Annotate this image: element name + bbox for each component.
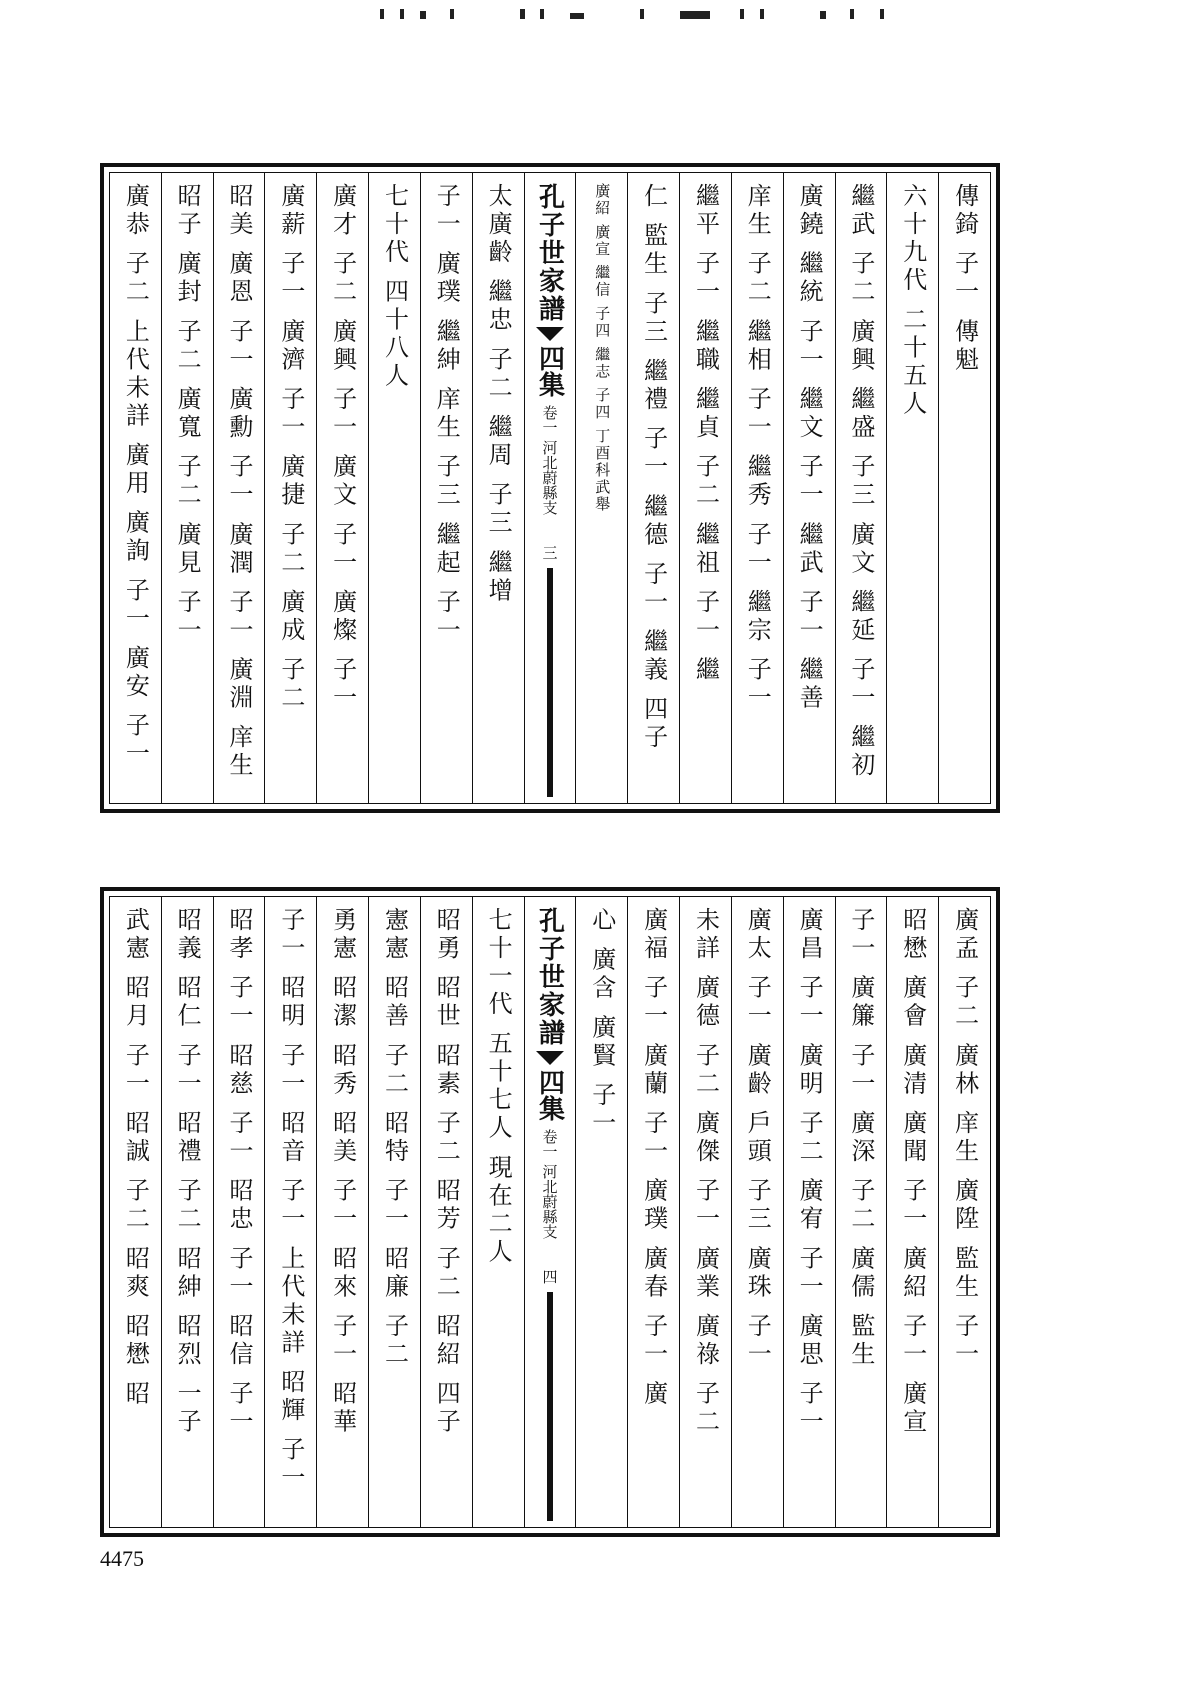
center-title-column <box>524 173 576 803</box>
center-bar <box>547 568 553 797</box>
text-column: 仁 監生 子三 繼禮 子一 繼德 子一 繼義 四子 <box>627 173 679 803</box>
folio-number: 四 <box>540 1268 559 1284</box>
genealogy-page-top <box>100 163 1000 813</box>
text-column: 廣薪 子一 廣濟 子一 廣捷 子二 廣成 子二 <box>264 173 316 803</box>
text-column: 七十代 四十八人 <box>368 173 420 803</box>
scan-artifact-header <box>380 6 900 20</box>
text-column: 繼武 子二 廣興 繼盛 子三 廣文 繼延 子一 繼初 <box>835 173 887 803</box>
folio-number: 三 <box>540 544 559 560</box>
text-column: 繼平 子一 繼職 繼貞 子二 繼祖 子一 繼 <box>679 173 731 803</box>
fishtail-icon <box>536 1051 564 1065</box>
text-column: 昭子 廣封 子二 廣寬 子二 廣見 子一 <box>161 173 213 803</box>
volume-label: 四集 <box>534 345 565 397</box>
text-column: 廣才 子二 廣興 子一 廣文 子一 廣燦 子一 <box>316 173 368 803</box>
chapter-label: 卷一 河北蔚縣支 <box>540 405 559 515</box>
book-title: 孔子世家譜 <box>534 907 565 1047</box>
center-title-column <box>524 897 576 1527</box>
text-column: 子一 廣簾 子一 廣深 子二 廣儒 監生 <box>835 897 887 1527</box>
text-column: 憲憲 昭善 子二 昭特 子一 昭廉 子二 <box>368 897 420 1527</box>
genealogy-page-bottom <box>100 887 1000 1537</box>
text-column: 廣福 子一 廣蘭 子一 廣璞 廣春 子一 廣 <box>627 897 679 1527</box>
text-column: 昭義 昭仁 子一 昭禮 子二 昭紳 昭烈 一子 <box>161 897 213 1527</box>
text-column: 子一 廣璞 繼紳 庠生 子三 繼起 子一 <box>420 173 472 803</box>
text-column: 昭美 廣恩 子一 廣勳 子一 廣潤 子一 廣淵 庠生 <box>213 173 265 803</box>
text-column: 廣恭 子二 上代未詳 廣用 廣詢 子一 廣安 子一 <box>121 183 150 769</box>
text-column: 子一 昭明 子一 昭音 子一 上代未詳 昭輝 子一 <box>264 897 316 1527</box>
text-column: 昭勇 昭世 昭素 子二 昭芳 子二 昭紹 四子 <box>420 897 472 1527</box>
text-column: 廣昌 子一 廣明 子二 廣宥 子一 廣思 子一 <box>783 897 835 1527</box>
book-title: 孔子世家譜 <box>534 183 565 323</box>
text-column: 廣紹 廣宣 繼信 子四 繼志 子四 丁酉科武舉 <box>575 173 627 803</box>
text-column: 勇憲 昭潔 昭秀 昭美 子一 昭來 子一 昭華 <box>316 897 368 1527</box>
text-column: 昭懋 廣會 廣清 廣聞 子一 廣紹 子一 廣宣 <box>886 897 938 1527</box>
text-column: 庠生 子二 繼相 子一 繼秀 子一 繼宗 子一 <box>731 173 783 803</box>
text-column: 廣孟 子二 廣林 庠生 廣陞 監生 子一 <box>938 897 990 1527</box>
text-column: 太廣齡 繼忠 子二 繼周 子三 繼增 <box>472 173 524 803</box>
center-bar <box>547 1292 553 1521</box>
text-column: 廣太 子一 廣齡 戶頭 子三 廣珠 子一 <box>731 897 783 1527</box>
text-column: 武憲 昭月 子一 昭誠 子二 昭爽 昭懋 昭 <box>121 907 150 1409</box>
chapter-label: 卷一 河北蔚縣支 <box>540 1129 559 1239</box>
volume-label: 四集 <box>534 1069 565 1121</box>
text-column: 七十一代 五十七人 現在二人 <box>472 897 524 1527</box>
text-column: 心 廣含 廣賢 子一 <box>575 897 627 1527</box>
page-number: 4475 <box>100 1546 144 1571</box>
text-column: 未詳 廣德 子二 廣傑 子一 廣業 廣祿 子二 <box>679 897 731 1527</box>
text-column: 廣鐃 繼統 子一 繼文 子一 繼武 子一 繼善 <box>783 173 835 803</box>
fishtail-icon <box>536 327 564 341</box>
text-column: 六十九代 二十五人 <box>886 173 938 803</box>
text-column: 昭孝 子一 昭慈 子一 昭忠 子一 昭信 子一 <box>213 897 265 1527</box>
text-column: 傳錡 子一 傳魁 <box>938 173 990 803</box>
